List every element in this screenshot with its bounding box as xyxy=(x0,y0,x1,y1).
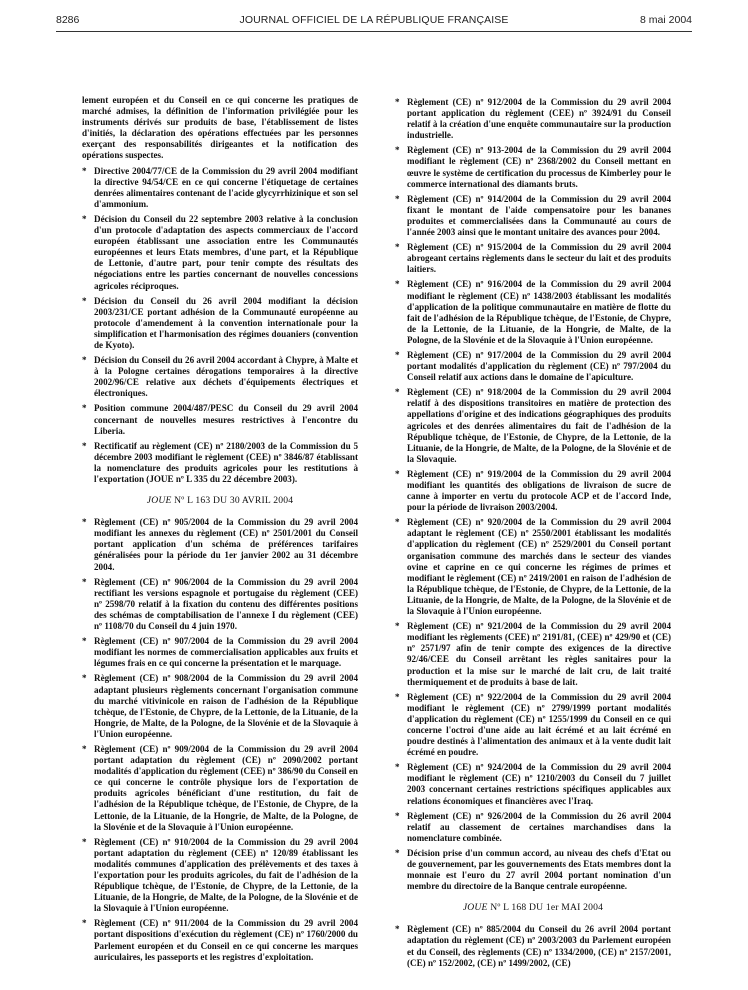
entry-text: Directive 2004/77/CE de la Commission du 29 avril 2004 modifiant la directive 94/54/CE en ce qui concerne l'étiquetage de certaines denrées alimentaires contenant de l'acide glycyrrhizinique et son sel d'ammonium. xyxy=(94,165,358,209)
header-rule xyxy=(56,31,692,32)
list-item xyxy=(82,441,358,485)
entry-text: Règlement (CE) nº 905/2004 de la Commission du 29 avril 2004 modifiant les annexes du règlement (CE) nº 2501/2001 du Conseil portant application d'un schéma de préférences tarifaires généralisées pour la période du 1er janvier 2002 au 31 décembre 2004. xyxy=(94,517,358,572)
list-item xyxy=(82,577,358,632)
entry-text: Règlement (CE) nº 911/2004 de la Commission du 29 avril 2004 portant dispositions d'exécution du règlement (CE) nº 1760/2000 du Parlement européen et du Conseil en ce qui concerne les marques auriculaires, les passeports et les registres d'exploitation. xyxy=(94,918,358,962)
list-item xyxy=(395,387,671,465)
section-issue-label: Nº L 168 DU 1er MAI 2004 xyxy=(487,902,604,914)
list-item xyxy=(395,848,671,892)
bullet-marker: * xyxy=(82,636,87,647)
bullet-marker: * xyxy=(82,355,87,366)
bullet-marker: * xyxy=(395,691,400,702)
entry-text: Règlement (CE) nº 916/2004 de la Commission du 29 avril 2004 modifiant le règlement (CE) nº 1438/2003 établissant les modalités d'application de la politique communautaire en matière de flotte du fait de l'adhésion de la République tchèque, de l'Estonie, de Chypre, de la Lettonie, de la Lituanie, de la Hongrie, de Malte, de la Pologne, de la Slovénie et de la Slovaquie à l'Union européenne. xyxy=(407,279,671,345)
bullet-marker: * xyxy=(82,918,87,929)
list-item xyxy=(82,214,358,292)
bullet-marker: * xyxy=(395,621,400,632)
entry-text: Rectificatif au règlement (CE) nº 2180/2003 de la Commission du 5 décembre 2003 modifiant le règlement (CEE) nº 3846/87 établissant la nomenclature des produits agricoles pour les restitutions à l'exportation (JOUE nº L 335 du 22 décembre 2003). xyxy=(94,440,358,484)
entry-text: Règlement (CE) nº 921/2004 de la Commission du 29 avril 2004 modifiant les règlements (CEE) nº 2191/81, (CEE) nº 429/90 et (CE) nº 2571/97 afin de tenir compte des exigences de la directive 92/46/CEE du Conseil arrêtant les règles sanitaires pour la production et la mise sur le marché de lait cru, de lait traité thermiquement et de produits à base de lait. xyxy=(407,621,671,687)
bullet-marker: * xyxy=(395,279,400,290)
entry-text: Règlement (CE) nº 908/2004 de la Commission du 29 avril 2004 adaptant plusieurs règlements concernant l'organisation commune du marché vitivinicole en raison de l'adhésion de la République tchèque, de l'Estonie, de Chypre, de la Lettonie, de la Lituanie, de la Hongrie, de Malte, de la Pologne, de la Slovénie et de la Slovaquie à l'Union européenne. xyxy=(94,673,358,739)
bullet-marker: * xyxy=(82,165,87,176)
list-item xyxy=(82,744,358,833)
bullet-marker: * xyxy=(395,242,400,253)
bullet-marker: * xyxy=(82,576,87,587)
bullet-marker: * xyxy=(395,349,400,360)
entry-text: Règlement (CE) nº 914/2004 de la Commission du 29 avril 2004 fixant le montant de l'aide compensatoire pour les bananes produites et commercialisées dans la Communauté au cours de l'année 2003 ainsi que le montant unitaire des avances pour 2004. xyxy=(407,193,671,238)
list-item xyxy=(82,95,358,162)
entry-text: Décision prise d'un commun accord, au niveau des chefs d'Etat ou de gouvernement, par les gouvernements des Etats membres dont la monnaie est l'euro du 27 avril 2004 portant nomination d'un membre du directoire de la Banque centrale européenne. xyxy=(407,847,671,892)
page-header xyxy=(56,14,692,30)
entry-text: Position commune 2004/487/PESC du Conseil du 29 avril 2004 concernant de nouvelles mesures restrictives à l'encontre du Liberia. xyxy=(94,403,358,436)
entry-text: lement européen et du Conseil en ce qui concerne les pratiques de marché admises, la définition de l'information privilégiée pour les instruments dérivés sur produits de base, l'établissement de listes d'initiés, la déclaration des opérations effectuées par les personnes exerçant des responsabilités dirigeantes et la notification des opérations suspectes. xyxy=(82,95,358,161)
entry-text: Règlement (CE) nº 924/2004 de la Commission du 29 avril 2004 modifiant le règlement (CE) nº 1210/2003 du Conseil du 7 juillet 2003 concernant certaines restrictions spécifiques applicables aux relations économiques et financières avec l'Iraq. xyxy=(407,762,671,806)
list-item xyxy=(82,355,358,399)
list-item xyxy=(395,350,671,383)
bullet-marker: * xyxy=(395,810,400,821)
list-item xyxy=(395,811,671,844)
list-item xyxy=(82,673,358,740)
bullet-marker: * xyxy=(82,295,87,306)
list-item xyxy=(395,194,671,238)
entry-text: Règlement (CE) nº 912/2004 de la Commission du 29 avril 2004 portant application du règlement (CEE) nº 3924/91 du Conseil relatif à la création d'une enquête communautaire sur la production industrielle. xyxy=(407,97,671,141)
bullet-marker: * xyxy=(395,762,400,773)
right-column xyxy=(395,97,671,973)
page-number: 8286 xyxy=(56,14,80,26)
entry-text: Décision du Conseil du 26 avril 2004 modifiant la décision 2003/231/CE portant adhésion de la Communauté européenne au protocole d'amendement à la convention internationale pour la simplification et l'harmonisation des régimes douaniers (convention de Kyoto). xyxy=(94,295,358,350)
bullet-marker: * xyxy=(395,468,400,479)
list-item xyxy=(82,636,358,669)
entry-text: Règlement (CE) nº 909/2004 de la Commission du 29 avril 2004 portant adaptation du règlement (CE) nº 2090/2002 portant modalités d'application du règlement (CEE) nº 386/90 du Conseil en ce qui concerne le contrôle physique lors de l'exportation de produits agricoles bénéficiant d'une restitution, du fait de l'adhésion de la République tchèque, de l'Estonie, de Chypre, de la Lettonie, de la Lituanie, de la Hongrie, de Malte, de la Pologne, de la Slovénie et de la Slovaquie à l'Union européenne. xyxy=(94,743,358,832)
list-item xyxy=(395,762,671,806)
bullet-marker: * xyxy=(395,97,400,107)
entry-text: Règlement (CE) nº 920/2004 de la Commission du 29 avril 2004 adaptant le règlement (CE) nº 2550/2001 établissant les modalités d'application du règlement (CE) nº 2529/2001 du Conseil portant organisation commune des marchés dans le secteur des viandes ovine et caprine en ce qui concerne les régimes de primes et modifiant le règlement (CE) nº 2419/2001 en raison de l'adhésion de la République tchèque, de l'Estonie, de Chypre, de la Lettonie, de la Lituanie, de la Hongrie, de Malte, de la Pologne, de la Slovénie et de la Slovaquie à l'Union européenne. xyxy=(407,517,671,617)
entry-text: Règlement (CE) nº 922/2004 de la Commission du 29 avril 2004 modifiant le règlement (CE) nº 2799/1999 portant modalités d'application du règlement (CE) nº 1255/1999 du Conseil en ce qui concerne l'octroi d'une aide au lait écrémé et au lait écrémé en poudre destinés à l'alimentation des animaux et à la vente dudit lait écrémé en poudre. xyxy=(407,691,671,758)
entry-text: Règlement (CE) nº 906/2004 de la Commission du 29 avril 2004 rectifiant les versions espagnole et portugaise du règlement (CEE) nº 2598/70 relatif à la fixation du contenu des différentes positions des schémas de comptabilisation de l'annexe I du règlement (CEE) nº 1108/70 du Conseil du 4 juin 1970. xyxy=(94,576,358,632)
entry-text: Décision du Conseil du 26 avril 2004 accordant à Chypre, à Malte et à la Pologne certaines dérogations temporaires à la directive 2002/96/CE relative aux déchets d'équipements électriques et électroniques. xyxy=(94,355,358,399)
entry-text: Règlement (CE) nº 913-2004 de la Commission du 29 avril 2004 modifiant le règlement (CE) nº 2368/2002 du Conseil mettant en œuvre le système de certification du processus de Kimberley pour le commerce international des diamants bruts. xyxy=(407,145,671,189)
bullet-marker: * xyxy=(395,517,400,528)
bullet-marker: * xyxy=(82,743,87,754)
bullet-marker: * xyxy=(395,387,400,398)
entry-text: Règlement (CE) nº 926/2004 de la Commission du 26 avril 2004 relatif au classement de certaines marchandises dans la nomenclature combinée. xyxy=(407,810,671,843)
list-item xyxy=(82,918,358,962)
section-heading xyxy=(395,902,671,913)
list-item xyxy=(395,279,671,346)
section-issue-label: Nº L 163 DU 30 AVRIL 2004 xyxy=(171,495,294,507)
bullet-marker: * xyxy=(82,403,87,414)
bullet-marker: * xyxy=(82,836,87,847)
bullet-marker: * xyxy=(395,847,400,858)
entry-text: Règlement (CE) nº 918/2004 de la Commission du 29 avril 2004 relatif à des dispositions transitoires en matière de protection des appellations d'origine et des indications géographiques des produits agricoles et des denrées alimentaires du fait de l'adhésion de la République tchèque, de l'Estonie, de Chypre, de la Lettonie, de la Lituanie, de la Hongrie, de Malte, de la Pologne, de la Slovénie et de la Slovaquie. xyxy=(407,387,671,464)
list-item xyxy=(395,469,671,513)
entry-text: Règlement (CE) nº 910/2004 de la Commission du 29 avril 2004 portant adaptation du règlement (CEE) nº 120/89 établissant les modalités communes d'application des prélèvements et des taxes à l'exportation pour les produits agricoles, du fait de l'adhésion de la République tchèque, de l'Estonie, de Chypre, de la Lettonie, de la Lituanie, de la Hongrie, de Malte, de la Pologne, de la Slovénie et de la Slovaquie à l'Union européenne. xyxy=(94,836,358,914)
bullet-marker: * xyxy=(395,145,400,156)
bullet-marker: * xyxy=(395,193,400,204)
section-journal-abbrev: JOUE xyxy=(462,902,488,914)
entry-text: Règlement (CE) nº 907/2004 de la Commission du 29 avril 2004 modifiant les normes de commercialisation applicables aux fruits et légumes frais en ce qui concerne la présentation et le marquage. xyxy=(94,636,358,669)
list-item xyxy=(82,517,358,572)
issue-date: 8 mai 2004 xyxy=(640,14,692,26)
list-item xyxy=(395,242,671,275)
list-item xyxy=(395,692,671,759)
journal-title: JOURNAL OFFICIEL DE LA RÉPUBLIQUE FRANÇAISE xyxy=(239,14,509,26)
bullet-marker: * xyxy=(82,673,87,684)
list-item xyxy=(82,837,358,915)
list-item xyxy=(82,166,358,210)
list-item xyxy=(395,924,671,968)
list-item xyxy=(82,403,358,436)
bullet-marker: * xyxy=(82,517,87,528)
section-heading xyxy=(82,495,358,506)
entry-text: Règlement (CE) nº 915/2004 de la Commission du 29 avril 2004 abrogeant certains règlements dans le secteur du lait et des produits laitiers. xyxy=(407,242,671,275)
left-column xyxy=(82,95,358,967)
bullet-marker: * xyxy=(395,924,400,935)
list-item xyxy=(395,621,671,688)
section-journal-abbrev: JOUE xyxy=(146,495,172,507)
list-item xyxy=(82,296,358,351)
entry-text: Décision du Conseil du 22 septembre 2003 relative à la conclusion d'un protocole d'adaptation des aspects commerciaux de l'accord européen établissant une association entre les Communautés européennes et leurs Etats membres, d'une part, et la République de Lettonie, d'autre part, pour tenir compte des résultats des négociations entre les parties concernant de nouvelles concessions agricoles réciproques. xyxy=(94,213,358,291)
list-item xyxy=(395,517,671,617)
entry-text: Règlement (CE) nº 917/2004 de la Commission du 29 avril 2004 portant modalités d'application du règlement (CE) nº 797/2004 du Conseil relatif aux actions dans le domaine de l'apiculture. xyxy=(407,349,671,383)
bullet-marker: * xyxy=(82,213,87,224)
entry-text: Règlement (CE) nº 885/2004 du Conseil du 26 avril 2004 portant adaptation du règlement (CE) nº 2003/2003 du Parlement européen et du Conseil, des règlements (CE) nº 1334/2000, (CE) nº 2157/2001, (CE) nº 152/2002, (CE) nº 1499/2002, (CE) xyxy=(407,924,671,968)
list-item xyxy=(395,97,671,141)
bullet-marker: * xyxy=(82,440,87,451)
list-item xyxy=(395,145,671,189)
entry-text: Règlement (CE) nº 919/2004 de la Commission du 29 avril 2004 modifiant les quantités des obligations de livraison de sucre de canne à importer en vertu du protocole ACP et de l'accord Inde, pour la période de livraison 2003/2004. xyxy=(407,468,671,513)
